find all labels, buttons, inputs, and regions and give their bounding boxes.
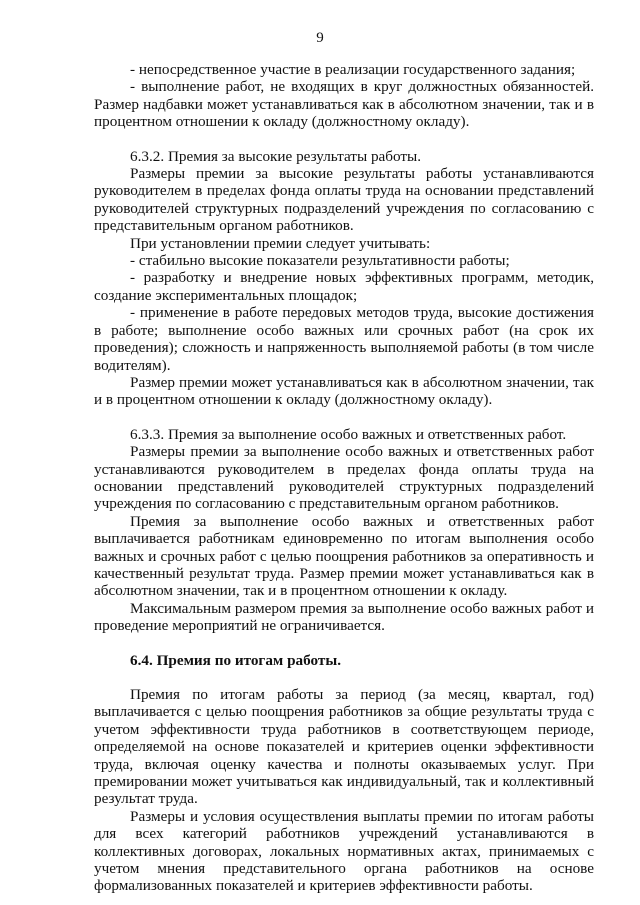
page-number: 9: [316, 30, 324, 46]
paragraph: Максимальным размером премия за выполнение особо важных работ и проведение мероприятий не ограничивается.: [94, 599, 594, 635]
paragraph: Премия по итогам работы за период (за месяц, квартал, год) выплачивается с целью поощрения работников за общие результаты труда с учетом эффективности труда работников в соответствующем периоде, определяемой на основе показателей и критериев оценки эффективности труда, включая оценку качества и полноты оказываемых услуг. При премировании может учитываться как индивидуальный, так и коллективный результат труда.: [94, 686, 594, 808]
list-item: - разработку и внедрение новых эффективных программ, методик, создание экспериментальных площадок;: [94, 269, 594, 304]
paragraph: - непосредственное участие в реализации государственного задания;: [130, 61, 576, 78]
paragraph: Размеры премии за выполнение особо важных и ответственных работ устанавливаются руководителем в пределах фонда оплаты труда на основании представлений руководителей структурных подразделений учреждения по согласованию с представительным органом работников.: [94, 443, 594, 513]
section-heading-bold: 6.4. Премия по итогам работы.: [130, 651, 342, 669]
section-heading: 6.3.3. Премия за выполнение особо важных и ответственных работ.: [130, 425, 567, 443]
paragraph: При установлении премии следует учитывать:: [130, 234, 431, 252]
paragraph: Размер премии может устанавливаться как в абсолютном значении, так и в процентном отношении к окладу (должностному окладу).: [94, 373, 594, 409]
paragraph: - выполнение работ, не входящих в круг должностных обязанностей. Размер надбавки может устанавливаться как в абсолютном значении, так и в процентном отношении к окладу (должностному окладу).: [94, 78, 594, 131]
list-item: - применение в работе передовых методов труда, высокие достижения в работе; выполнение особо важных или срочных работ (на срок их проведения); сложность и напряженность выполняемой работы (в том числе водителям).: [94, 304, 594, 374]
paragraph: Размеры премии за высокие результаты работы устанавливаются руководителем в пределах фонда оплаты труда на основании представлений руководителей структурных подразделений учреждения по согласованию с представительным органом работников.: [94, 165, 594, 235]
list-item: - стабильно высокие показатели результативности работы;: [130, 252, 510, 270]
paragraph: Премия за выполнение особо важных и ответственных работ выплачивается работникам единовременно по итогам выполнения особо важных и срочных работ с целью поощрения работников за оперативность и качественный результат труда. Размер премии может устанавливаться как в абсолютном значении, так и в процентном отношении к окладу.: [94, 512, 594, 600]
paragraph: Размеры и условия осуществления выплаты премии по итогам работы для всех категорий работников учреждений устанавливаются в коллективных договорах, локальных нормативных актах, принимаемых с учетом мнения представительного органа работников на основе формализованных показателей и критериев эффективности работы.: [94, 807, 594, 895]
section-heading: 6.3.2. Премия за высокие результаты работы.: [130, 147, 422, 165]
document-body: [94, 61, 594, 895]
